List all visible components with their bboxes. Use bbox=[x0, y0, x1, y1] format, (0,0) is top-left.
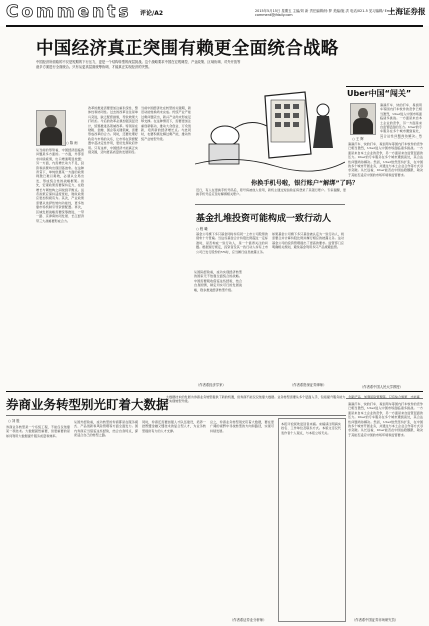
bottom-lead: 大数据技术的发展为券商业务转型提供了新的机遇，但券商不能仅仅依靠大数据。业务转型需要从多个层面入手，包括提升服务能力、创新产品、加强风险管理等。只有综合施策，才能真正实现转型升级。 bbox=[166, 395, 420, 404]
right-col-rule bbox=[346, 398, 423, 399]
sidebar-title: Uber中国“闯关” bbox=[347, 89, 412, 98]
bottom-author: ○ 刘 胜 bbox=[8, 419, 20, 423]
masthead: Comments bbox=[6, 2, 132, 22]
bottom-col-3: 同时，券商还需要加强人才队伍建设，培养一批既懂金融又懂技术的复合型人才，为业务转型提供有力的人才支撑。 bbox=[142, 420, 206, 433]
sidebar-rule bbox=[346, 86, 424, 87]
bottom-divider bbox=[6, 391, 423, 392]
sidebar-intro: 滴滴打车、快的打车、易到用车等国内打车软件的竞争已相当激烈，Uber进入中国市场面临诸多挑战。一方面是来自本土企业的竞争，另一方面是来自监管层面的压力。Uber的专车服务在多个城市遭到查处，其合法性问题尚待解决。然 bbox=[380, 103, 422, 138]
sidebar-byline: ○ 王 辉 bbox=[352, 137, 364, 141]
author-byline: ○ 陈 雨 bbox=[66, 141, 78, 145]
header-rule bbox=[6, 25, 423, 27]
main-headline: 中国经济真正突围有赖更全面统合战略 bbox=[36, 39, 339, 59]
bottom-col-2: 从国外经验看，成功转型的券商都是在服务模式、产品创新和风险管理等方面全面发力。国内券商应当借鉴这些经验，结合自身特点，探索适合自己的转型之路。 bbox=[74, 420, 138, 438]
cartoon-illustration bbox=[195, 88, 345, 174]
author-portrait bbox=[36, 110, 66, 146]
right-col-note: （作者系中国证券市场研究员） bbox=[352, 618, 399, 622]
cartoon-title: 你换手机号啦，银行账户“解绑”了吗？ bbox=[251, 180, 359, 187]
cartoon-divider bbox=[195, 204, 345, 205]
main-note: （作者系经济学家） bbox=[196, 383, 226, 387]
bottom-col-4: 总之，券商业务转型别光盯着大数据，要在更广阔的视野中寻找转型的方向和路径，实现可持续发展。 bbox=[210, 420, 274, 433]
bottom-headline: 券商业务转型别光盯着大数据 bbox=[6, 397, 169, 412]
fund-col-2: 如果基金公司旗下多只基金被认定为一致行动人，则需要合并计算持股比例并履行相应的披露义务。这对基金公司的投资管理提出了更高的要求。监管部门应明确相关规则，避免基金利用多只产品规避监管。 bbox=[272, 232, 344, 250]
fund-headline: 基金扎堆投资可能构成一致行动人 bbox=[196, 214, 332, 224]
sidebar-note: （作者系中国人民大学教授） bbox=[360, 385, 403, 389]
main-col-4: 从国际经验看，成功实现经济转型的国家无不依靠全面统合的战略。中国需要吸收借鉴这些经验，结合自身国情，制定切实可行的发展战略，稳步推进经济转型升级。 bbox=[194, 270, 242, 292]
sidebar-body: 滴滴打车、快的打车、易到用车等国内打车软件的竞争已相当激烈，Uber进入中国市场面临诸多挑战。一方面是来自本土企业的竞争，另一方面是来自监管层面的压力。Uber的专车服务在多个城市遭到查处，其合法性问题尚待解决。然而，Uber依然坚持扩张，在中国的多个城市开展业务，并通过与本土企业合作等方式寻求突破。从长远看，Uber能否在中国站稳脚跟，取决于其能否适应中国的市场环境和监管要求。 bbox=[348, 142, 423, 177]
sidebar-portrait bbox=[350, 103, 376, 135]
right-col-body: 滴滴打车、快的打车、易到用车等国内打车软件的竞争已相当激烈，Uber进入中国市场面临诸多挑战。一方面是来自本土企业的竞争，另一方面是来自监管层面的压力。Uber的专车服务在多个城市遭到查处，其合法性问题尚待解决。然而，Uber依然坚持扩张，在中国的多个城市开展业务，并通过与本土企业合作等方式寻求突破。从长远看，Uber能否在中国站稳脚跟，取决于其能否适应中国的市场环境和监管要求。 bbox=[348, 402, 423, 437]
fund-author: ○ 程 曦 bbox=[196, 227, 208, 231]
notice-body: 本报评论版欢迎读者来稿。来稿请注明真实姓名、工作单位及联系方式。本版文章仅代表作者个人观点，与本报立场无关。 bbox=[281, 422, 341, 435]
bottom-col-1: 券商业务转型是一个系统工程，不能仅仅依靠某一项技术。大数据固然重要，但更重要的是如何利用大数据提升服务质量和效率。 bbox=[6, 425, 70, 438]
fund-col-1: 基金公司旗下多只基金同时持有同一上市公司股票的现象十分普遍。当这些基金合计持股比例超过一定标准时，是否构成一致行动人，是一个值得关注的问题。根据现行规定，投资者及其一致行动人持有上市公司已发行股份的5%时，应当履行信息披露义务。 bbox=[196, 232, 268, 254]
paper-name: 上海证券报 bbox=[388, 7, 426, 16]
main-col-3: 当前中国经济处在转型的关键期，新旧动能转换尚未完成。传统产业产能过剩问题突出，新兴产业尚未形成足够支撑。在这种情况下，需要更加注重创新驱动，推动大众创业、万众创新，培育新的经济增长点。与此同时，也要积极化解过剩产能，推动传统产业转型升级。 bbox=[141, 106, 191, 141]
main-lead: 中国经济所面临的不仅是短期的下行压力，更是一个结构转型的深层挑战。这个战略要求中国在宏观调控、产业政策、区域协调、对外开放等诸多方面进行全面统合。只有从更高层面统筹协调，才能真正实现经济的突围。 bbox=[36, 60, 241, 69]
header-info: 2015年5月15日 星期五 主编/刘 新 责任编辑/杨 梦 美编/施 洪 电话/021-5 见习编辑/ Email: comment@jfdaily.com bbox=[255, 9, 396, 17]
main-col-2: 改革的推进需要更加注重系统性、整体性和协同性。过去的改革往往是单兵突进，缺乏配套措施，导致效果大打折扣。今后的改革必须加强顶层设计，统筹推进各领域改革。特别是在财税、金融、国企等关键领域，需要形成改革的合力。同时，还要处理好政府与市场的关系，让市场在资源配置中起决定性作用，更好发挥政府作用。只有这样，中国经济才能真正实现突围，迈向更高质量的发展阶段。 bbox=[88, 106, 138, 155]
bottom-lead-rule bbox=[6, 415, 346, 416]
section-label: 评论/A2 bbox=[140, 10, 164, 17]
bottom-note: （作者系证券业分析师） bbox=[230, 618, 267, 622]
fund-note: （作者系资深证券律师） bbox=[290, 383, 327, 387]
main-col-1: 从当前的形势看，中国经济面临的问题是多方面的。一方面，外部需求持续疲弱，出口增速明显放缓；另一方面，内需增长动力不足，投资和消费均出现回落迹象。在这种背景下，单纯依靠某一方面的政策刺激已难以奏效，必须从全局出发，形成统合性的战略框架。首先，宏观政策需要保持定力，在稳增长与调结构之间找到平衡点。货币政策应保持适度宽松，财政政策应更加积极有为。其次，产业政策需要从选择性转向功能性，更多依靠市场机制引导资源配置。再次，区域发展战略需要统筹推进，一带一路、京津冀协同发展、长江经济带三大战略要形成合力。 bbox=[36, 148, 84, 223]
cartoon-caption: 近日，有人在更换手机号码后，原号码被他人使用，新机主通过短信验证码登录了其银行账户。专家提醒，更换手机号后应及时解绑相关账户。 bbox=[196, 188, 346, 197]
